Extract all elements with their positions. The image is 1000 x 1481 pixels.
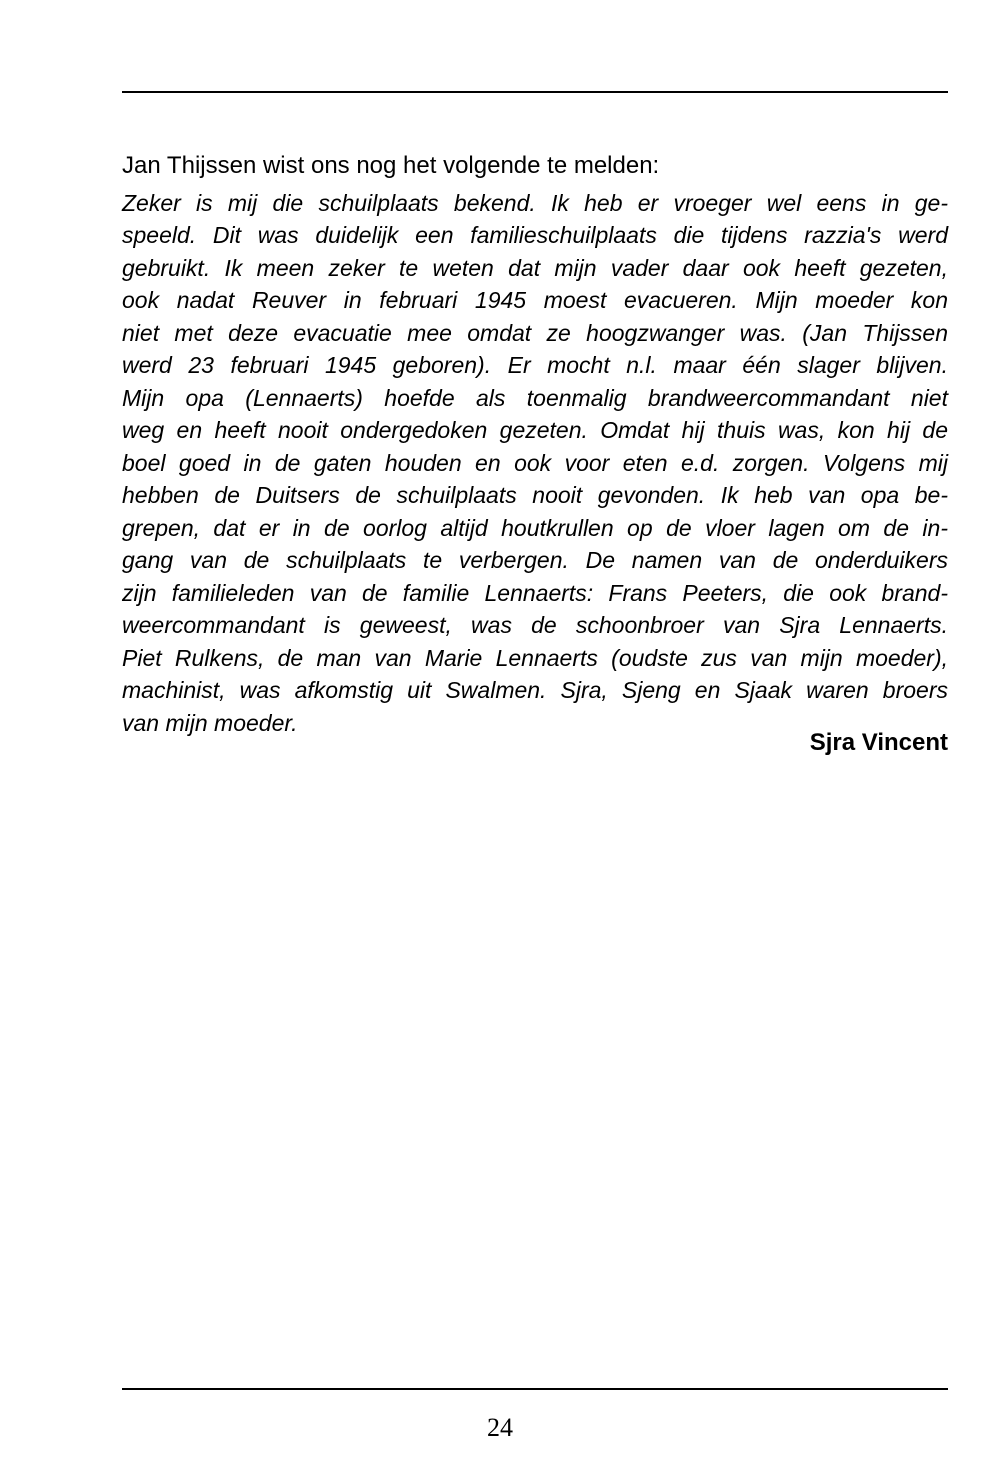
quote-line: boel goed in de gaten houden en ook voor eten e.d. zorgen. Volgens mij: [122, 449, 948, 476]
quote-line: weercommandant is geweest, was de schoonbroer van Sjra Lennaerts.: [122, 612, 948, 639]
quote-line: niet met deze evacuatie mee omdat ze hoogzwanger was. (Jan Thijssen: [122, 319, 948, 346]
quote-line: ook nadat Reuver in februari 1945 moest evacueren. Mijn moeder kon: [122, 287, 948, 314]
signature: Sjra Vincent: [809, 729, 948, 756]
quote-line: hebben de Duitsers de schuilplaats nooit gevonden. Ik heb van opa be-: [122, 482, 948, 509]
top-rule: [122, 91, 948, 93]
quote-paragraph: [122, 187, 948, 739]
quote-line: Piet Rulkens, de man van Marie Lennaerts (oudste zus van mijn moeder),: [122, 644, 948, 671]
quote-line: weg en heeft nooit ondergedoken gezeten. Omdat hij thuis was, kon hij de: [122, 417, 948, 444]
quote-line: zijn familieleden van de familie Lennaerts: Frans Peeters, die ook brand-: [122, 579, 948, 606]
quote-line: gang van de schuilplaats te verbergen. De namen van de onderduikers: [122, 547, 948, 574]
quote-line: Mijn opa (Lennaerts) hoefde als toenmalig brandweercommandant niet: [122, 384, 948, 411]
page-number: 24: [487, 1413, 513, 1442]
quote-line: speeld. Dit was duidelijk een familieschuilplaats die tijdens razzia's werd: [122, 222, 948, 249]
quote-line: Zeker is mij die schuilplaats bekend. Ik heb er vroeger wel eens in ge-: [122, 190, 948, 216]
quote-line: gebruikt. Ik meen zeker te weten dat mijn vader daar ook heeft gezeten,: [122, 254, 948, 281]
quote-line: werd 23 februari 1945 geboren). Er mocht n.l. maar één slager blijven.: [122, 352, 948, 379]
quote-line: van mijn moeder.: [122, 709, 298, 736]
quote-line: grepen, dat er in de oorlog altijd houtkrullen op de vloer lagen om de in-: [122, 514, 948, 541]
quote-line: machinist, was afkomstig uit Swalmen. Sjra, Sjeng en Sjaak waren broers: [122, 677, 948, 704]
intro-text: Jan Thijssen wist ons nog het volgende te melden:: [122, 152, 660, 179]
bottom-rule: [122, 1388, 948, 1390]
